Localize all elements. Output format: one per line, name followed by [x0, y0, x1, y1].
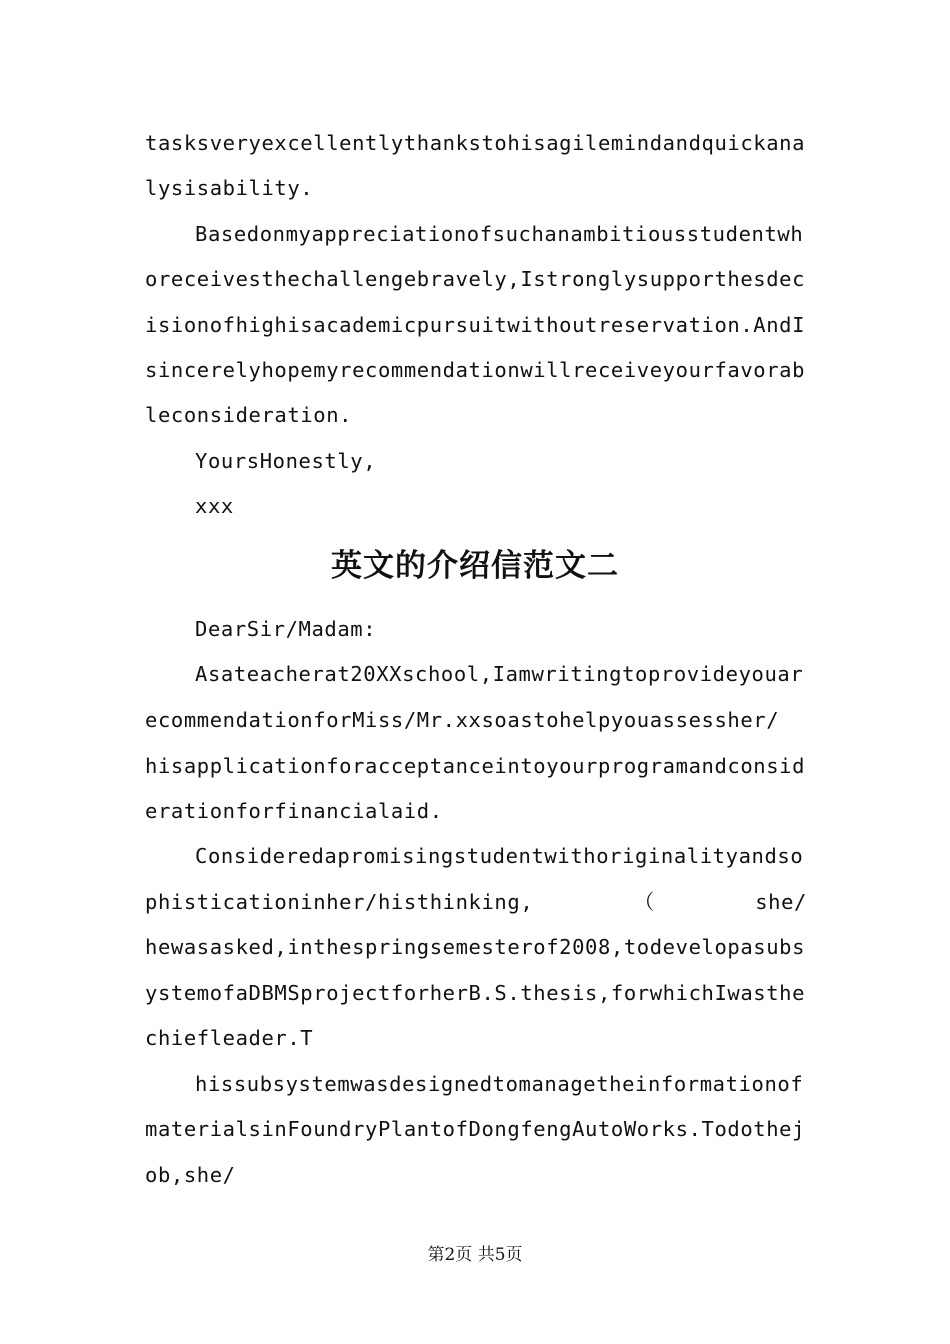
body-line: chiefleader.T — [145, 1026, 314, 1050]
body-line: hisapplicationforacceptanceintoyourprogramandconsid — [145, 754, 806, 778]
body-line: tasksveryexcellentlythankstohisagilemindandquickana — [145, 131, 806, 155]
justified-segment: （ — [633, 890, 655, 914]
body-line: lysisability. — [145, 176, 314, 200]
body-line: ob,she/ — [145, 1163, 236, 1187]
body-line: oreceivesthechallengebravely,Istronglysupporthesdec — [145, 267, 806, 291]
body-line: hewasasked,inthespringsemesterof2008,todevelopasubs — [145, 935, 806, 959]
body-line: ystemofaDBMSprojectforherB.S.thesis,forwhichIwasthe — [145, 981, 806, 1005]
salutation: DearSir/Madam: — [195, 617, 377, 641]
sign-off: YoursHonestly, — [195, 449, 377, 473]
justified-segment: she/ — [755, 890, 807, 914]
body-line: materialsinFoundryPlantofDongfengAutoWorks.Todothej — [145, 1117, 806, 1141]
justified-body-line — [145, 887, 807, 917]
body-line: leconsideration. — [145, 403, 353, 427]
body-line: hissubsystemwasdesignedtomanagetheinformationof — [195, 1072, 804, 1096]
section-title: 英文的介绍信范文二 — [331, 548, 619, 584]
body-line: Basedonmyappreciationofsuchanambitiousstudentwh — [195, 222, 804, 246]
justified-segment: phisticationinher/histhinking, — [145, 890, 534, 914]
body-line: sincerelyhopemyrecommendationwillreceiveyourfavorab — [145, 358, 806, 382]
body-line: erationforfinancialaid. — [145, 799, 443, 823]
signature: xxx — [195, 494, 234, 518]
page-number-footer: 第2页 共5页 — [427, 1245, 523, 1265]
body-line: Consideredapromisingstudentwithoriginalityandso — [195, 844, 804, 868]
body-line: ecommendationforMiss/Mr.xxsoastohelpyouassessher/ — [145, 708, 780, 732]
body-line: Asateacherat20XXschool,Iamwritingtoprovideyouar — [195, 662, 804, 686]
body-line: isionofhighisacademicpursuitwithoutreservation.AndI — [145, 313, 806, 337]
